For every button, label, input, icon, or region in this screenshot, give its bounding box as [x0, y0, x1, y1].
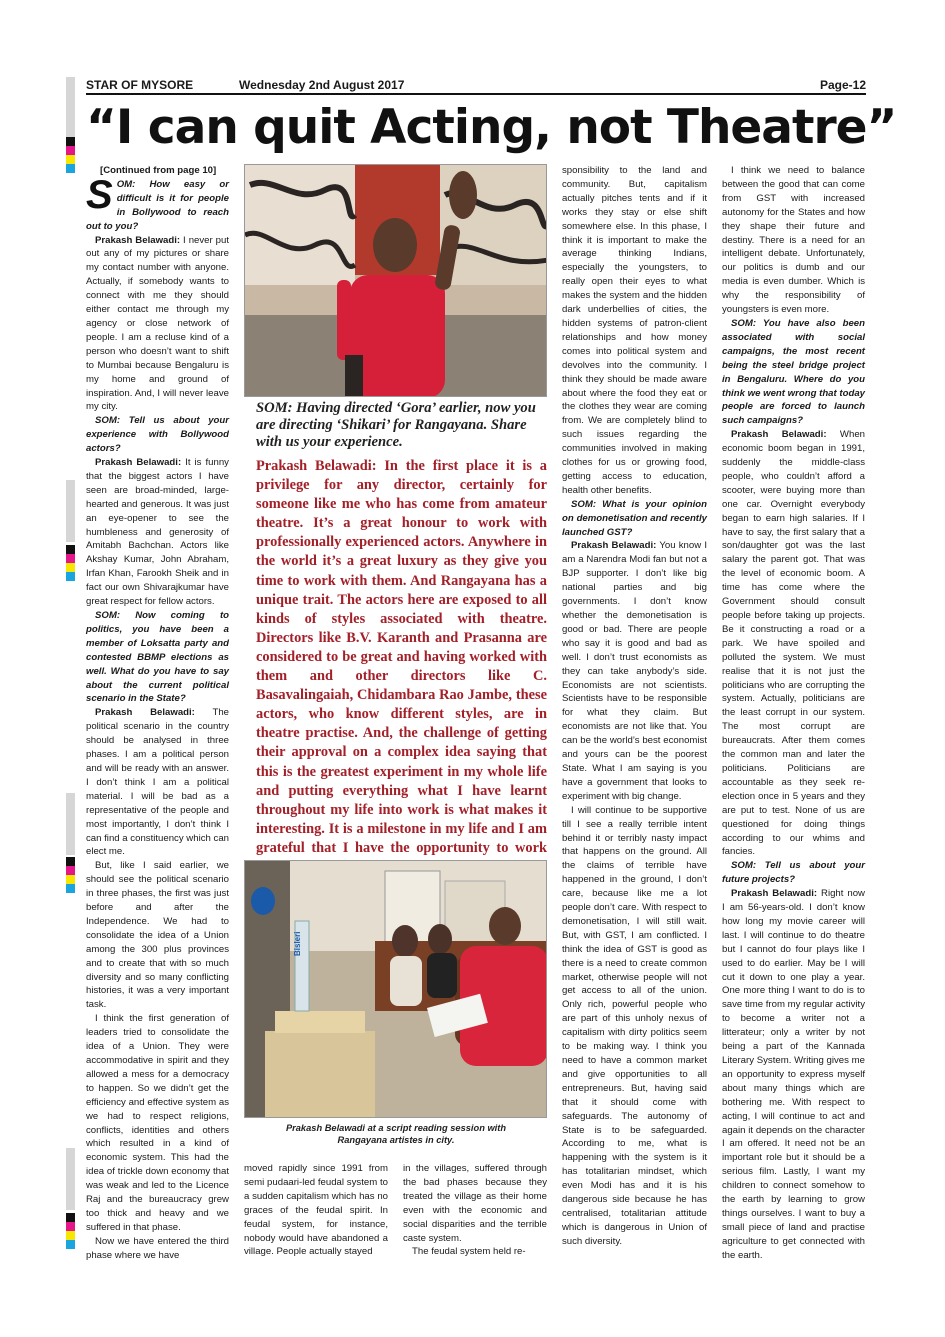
print-mark-yellow: [66, 563, 75, 572]
column-2-continuation: [244, 1162, 388, 1259]
photo-script-reading-session: [244, 860, 547, 1118]
question: SOM: Tell us about your future projects?: [722, 860, 865, 886]
print-mark-black: [66, 857, 75, 866]
question: SOM: How easy or difficult is it for people in Bollywood to reach out to you?: [86, 172, 229, 232]
print-margin-bar: [66, 480, 75, 542]
speaker-label: Prakash Belawadi:: [731, 429, 827, 441]
body-paragraph: I think we need to balance between the good that can come from GST with increased autonomy for the States and how they shape their future and destiny. There is a need for an intelligent debate. Unfortunately, our politics is dumb and our media is even dumber. Which is why the responsibility of youngsters is even more.: [722, 165, 865, 316]
issue-date: Wednesday 2nd August 2017: [239, 78, 405, 92]
print-margin-bar: [66, 1148, 75, 1210]
print-margin-bar: [66, 793, 75, 855]
print-mark-yellow: [66, 155, 75, 164]
answer-paragraph: Prakash Belawadi: It is funny that the biggest actors I have seen are broad-minded, large-hearted and generous. It was just an eye-opener to see the humbleness and generosity of Amitabh Bachchan. Actors like Akshay Kumar, John Abraham, Irfan Khan, Farookh Sheik and in fact our own Shivarajkumar have great respect for fellow actors.: [86, 457, 229, 608]
print-mark-magenta: [66, 146, 75, 155]
answer-paragraph: Prakash Belawadi: Right now I am 56-years-old. I don’t know how long my movie career will last. I will continue to do theatre but I cannot do four plays like I used to do earlier. May be I will cut it down to one play a year. One more thing I want to do is to save time from my regular activity to become a writer not a litterateur; only a writer by not being a part of the Kannada Literary System. Writing gives me an opportunity to express myself about many things which are bothering me. With respect to acting, I will continue to act and again it depends on the character I am offered. It need not be an important role but it should be a serious film. Lastly, I want my children to connect somehow to the earth by learning to grow things ourselves. I want to buy a small piece of land and practise agriculture to get connected with the earth.: [722, 888, 865, 1261]
column-3-continuation: [403, 1162, 547, 1259]
print-mark-cyan: [66, 884, 75, 893]
headline: “I can quit Acting, not Theatre”: [86, 100, 897, 155]
body-paragraph: Now we have entered the third phase where we have: [86, 1235, 229, 1261]
bottle-label: Bisleri: [293, 931, 302, 956]
question: SOM: Now coming to politics, you have been a member of Loksatta party and contested BBMP elections as well. What do you have to say about the current political scenario in the State?: [86, 610, 229, 705]
body-paragraph: The feudal system held re-: [412, 1246, 526, 1258]
speaker-label: Prakash Belawadi:: [95, 707, 195, 719]
print-mark-cyan: [66, 1240, 75, 1249]
print-mark-magenta: [66, 554, 75, 563]
body-paragraph: in the villages, suffered through the bad phases because they treated the village as their home even with the economic and social disparities and the terrible caste system.: [403, 1163, 547, 1244]
body-paragraph: I think the first generation of leaders tried to consolidate the idea of a Union. They were accommodative in spirit and they allowed a mess for a democracy to happen. So we didn’t get the efficiency and effective system as we had to respect religions, conflicts, identities and others which resulted in a kind of economic system. This had the idea of trickle down economy that was weak and led to the Licence Raj and the bureaucracy grew too thick and heavy and we suffered in that phase.: [86, 1013, 229, 1233]
print-margin-bar-top: [66, 77, 75, 137]
drop-cap: S: [86, 172, 113, 217]
photo-illustration: [245, 165, 547, 397]
column-1: [86, 164, 229, 1263]
page-number: Page-12: [819, 78, 866, 92]
photo-prakash-belawadi-gesturing: [244, 164, 547, 397]
print-mark-yellow: [66, 875, 75, 884]
print-mark-magenta: [66, 866, 75, 875]
speaker-label: Prakash Belawadi:: [95, 234, 181, 246]
column-4: [562, 164, 707, 1249]
continued-note: [Continued from page 10]: [100, 165, 217, 176]
interview-answer-highlight: Prakash Belawadi: In the first place it is a privilege for any director, certainly for someone like me who has come from amateur theatre. It’s a great honour to work with professionally experienced actors. Anywhere in the world it’s a great luxury as they give you time to work with them. And Rangayana has a unique trait. The actors here are exposed to all kinds of styles associated with theatre. Directors like B.V. Karanth and Prasanna are considered to be great and having worked with them and other directors like C. Basavalingaiah, Chidambara Rao Jambe, these actors, who know different styles, are in theatre practise. And, the challenge of getting their approval on a complex idea saying that this is the greatest experiment in my whole life and putting everything what I have learnt throughout my life into work is what makes it interesting. It is a milestone in my life and I am grateful that I have the opportunity to work: [256, 458, 547, 856]
print-mark-yellow: [66, 1231, 75, 1240]
question: SOM: Tell us about your experience with Bollywood actors?: [86, 415, 229, 455]
speaker-label: Prakash Belawadi:: [95, 457, 182, 469]
print-mark-cyan: [66, 572, 75, 581]
page-header: [86, 77, 866, 95]
body-paragraph: moved rapidly since 1991 from semi pudaari-led feudal system to a sudden capitalism which has no graces of the feudal spirit. In feudal system, for instance, nobody would have abandoned a village. People actually stayed: [244, 1163, 388, 1258]
column-5: [722, 164, 865, 1263]
interview-question-highlight: SOM: Having directed ‘Gora’ earlier, now you are directing ‘Shikari’ for Rangayana. Share with us your experience.: [256, 400, 536, 450]
body-paragraph: I will continue to be supportive till I see a really terrible intent behind it or terribly nasty impact that happens on the ground. All the claims of terrible have happened in the ground, I don’t care, because like me a lot people don’t care. With respect to demonetisation, I will still wait. But, with GST, I am conflicted. I think the idea of GST is good as there is a need to create common market, otherwise people will not get access to all of the union. Only rich, powerful people who are part of this unholy nexus of capitalism with dirty politics seem to be making way. I think you need to have a common market and give opportunities to all entrepreneurs. But, having said that it should come with safeguards. The autonomy of State is to be safeguarded. According to me, what is happening with the system is it has totalitarian mindset, which even Modi has and it is his dangerous side because he has centralised, totalitarian attitude which is dangerous in Union of such diversity.: [562, 804, 707, 1247]
body-paragraph: But, like I said earlier, we should see the political scenario in three phases, the first was just before and after the Independence. We had to consolidate the idea of a Union among the 300 plus provinces and to create that with so much diversity and so many conflicting histories, it was a very important task.: [86, 860, 229, 1011]
print-mark-black: [66, 545, 75, 554]
speaker-label: Prakash Belawadi:: [731, 888, 818, 900]
print-mark-black: [66, 137, 75, 146]
answer-paragraph: Prakash Belawadi: The political scenario in the country should be analysed in three phases. I am a political person and will be ready with an answer. I don’t think I am a political material. I will be bad as a representative of the people and most importantly, I don’t think I can find a constituency which can elect me.: [86, 707, 229, 858]
publication-name: STAR OF MYSORE: [86, 78, 194, 92]
answer-paragraph: Prakash Belawadi: You know I am a Narendra Modi fan but not a BJP supporter. I don’t like big national parties and big governments. I don’t know whether the demonetisation is good or bad. There are people who say it is good and bad as well. I don’t trust economists as they can take anybody’s side. Economists are not scientists. Scientists have to be responsible for what they claim. But economists are not like that. You can be the world’s best economist and yours can be the poorest State. What I am saying is you have a government that looks to experiment with big change.: [562, 540, 707, 802]
photo-caption: Prakash Belawadi at a script reading session with Rangayana artistes in city.: [285, 1123, 507, 1145]
question: SOM: What is your opinion on demonetisation and recently launched GST?: [562, 498, 707, 538]
answer-paragraph: Prakash Belawadi: When economic boom began in 1991, suddenly the middle-class people, who couldn’t afford a scooter, were buying more than one car. Overnight everybody began to earn high salaries. If I have to say, the first salary that a son/daughter got was the last salary the parent got. That was the level of economic boom. A time has come where the Government should consult people before taking up projects. Be it constructing a road or a park. We have spoiled and polluted the system. We must realise that it is not just the politicians who are corrupting the system. Actually, politicians are the least corrupt in our system. The most corrupt are bureaucrats. After them comes the common man and later the politicians. Politicians are accountable as they seek re-election once in 5 years and they are put to test. None of us are questioned for doing things according to our whims and fancies.: [722, 429, 865, 858]
question: SOM: You have also been associated with social campaigns, the most recent being the steel bridge project in Bengaluru. Where do you think we went wrong that today people are forced to launch such campaigns?: [722, 317, 865, 427]
answer-paragraph: Prakash Belawadi: I never put out any of my pictures or share my contact number with anyone. Actually, if somebody wants to connect with me they should either contact me through my agency or close network of people. I am a recluse kind of a person who doesn’t want to shift to Mumbai because Bengaluru is my home and ground of inspiration. And, I will never leave my city.: [86, 234, 229, 413]
print-mark-magenta: [66, 1222, 75, 1231]
print-mark-cyan: [66, 164, 75, 173]
speaker-label: Prakash Belawadi:: [571, 540, 657, 552]
print-mark-black: [66, 1213, 75, 1222]
body-paragraph: sponsibility to the land and community. But, capitalism actually pitches tents and if it works they stay or else shift somewhere else. In this phase, I think it is important to make the average thinking Indians, especially the youngsters, to really open their eyes to what makes the system and the hidden dark underbellies of cities, the hidden systems of patron-client relationships and how money comes into political system and devolves into the community. I think they should be made aware about where the food they eat or the clothes they wear are coming from. We are completely blind to such issues regarding the communities involved in making clothes for us or growing food, getting access to education, health other benefits.: [562, 165, 707, 496]
